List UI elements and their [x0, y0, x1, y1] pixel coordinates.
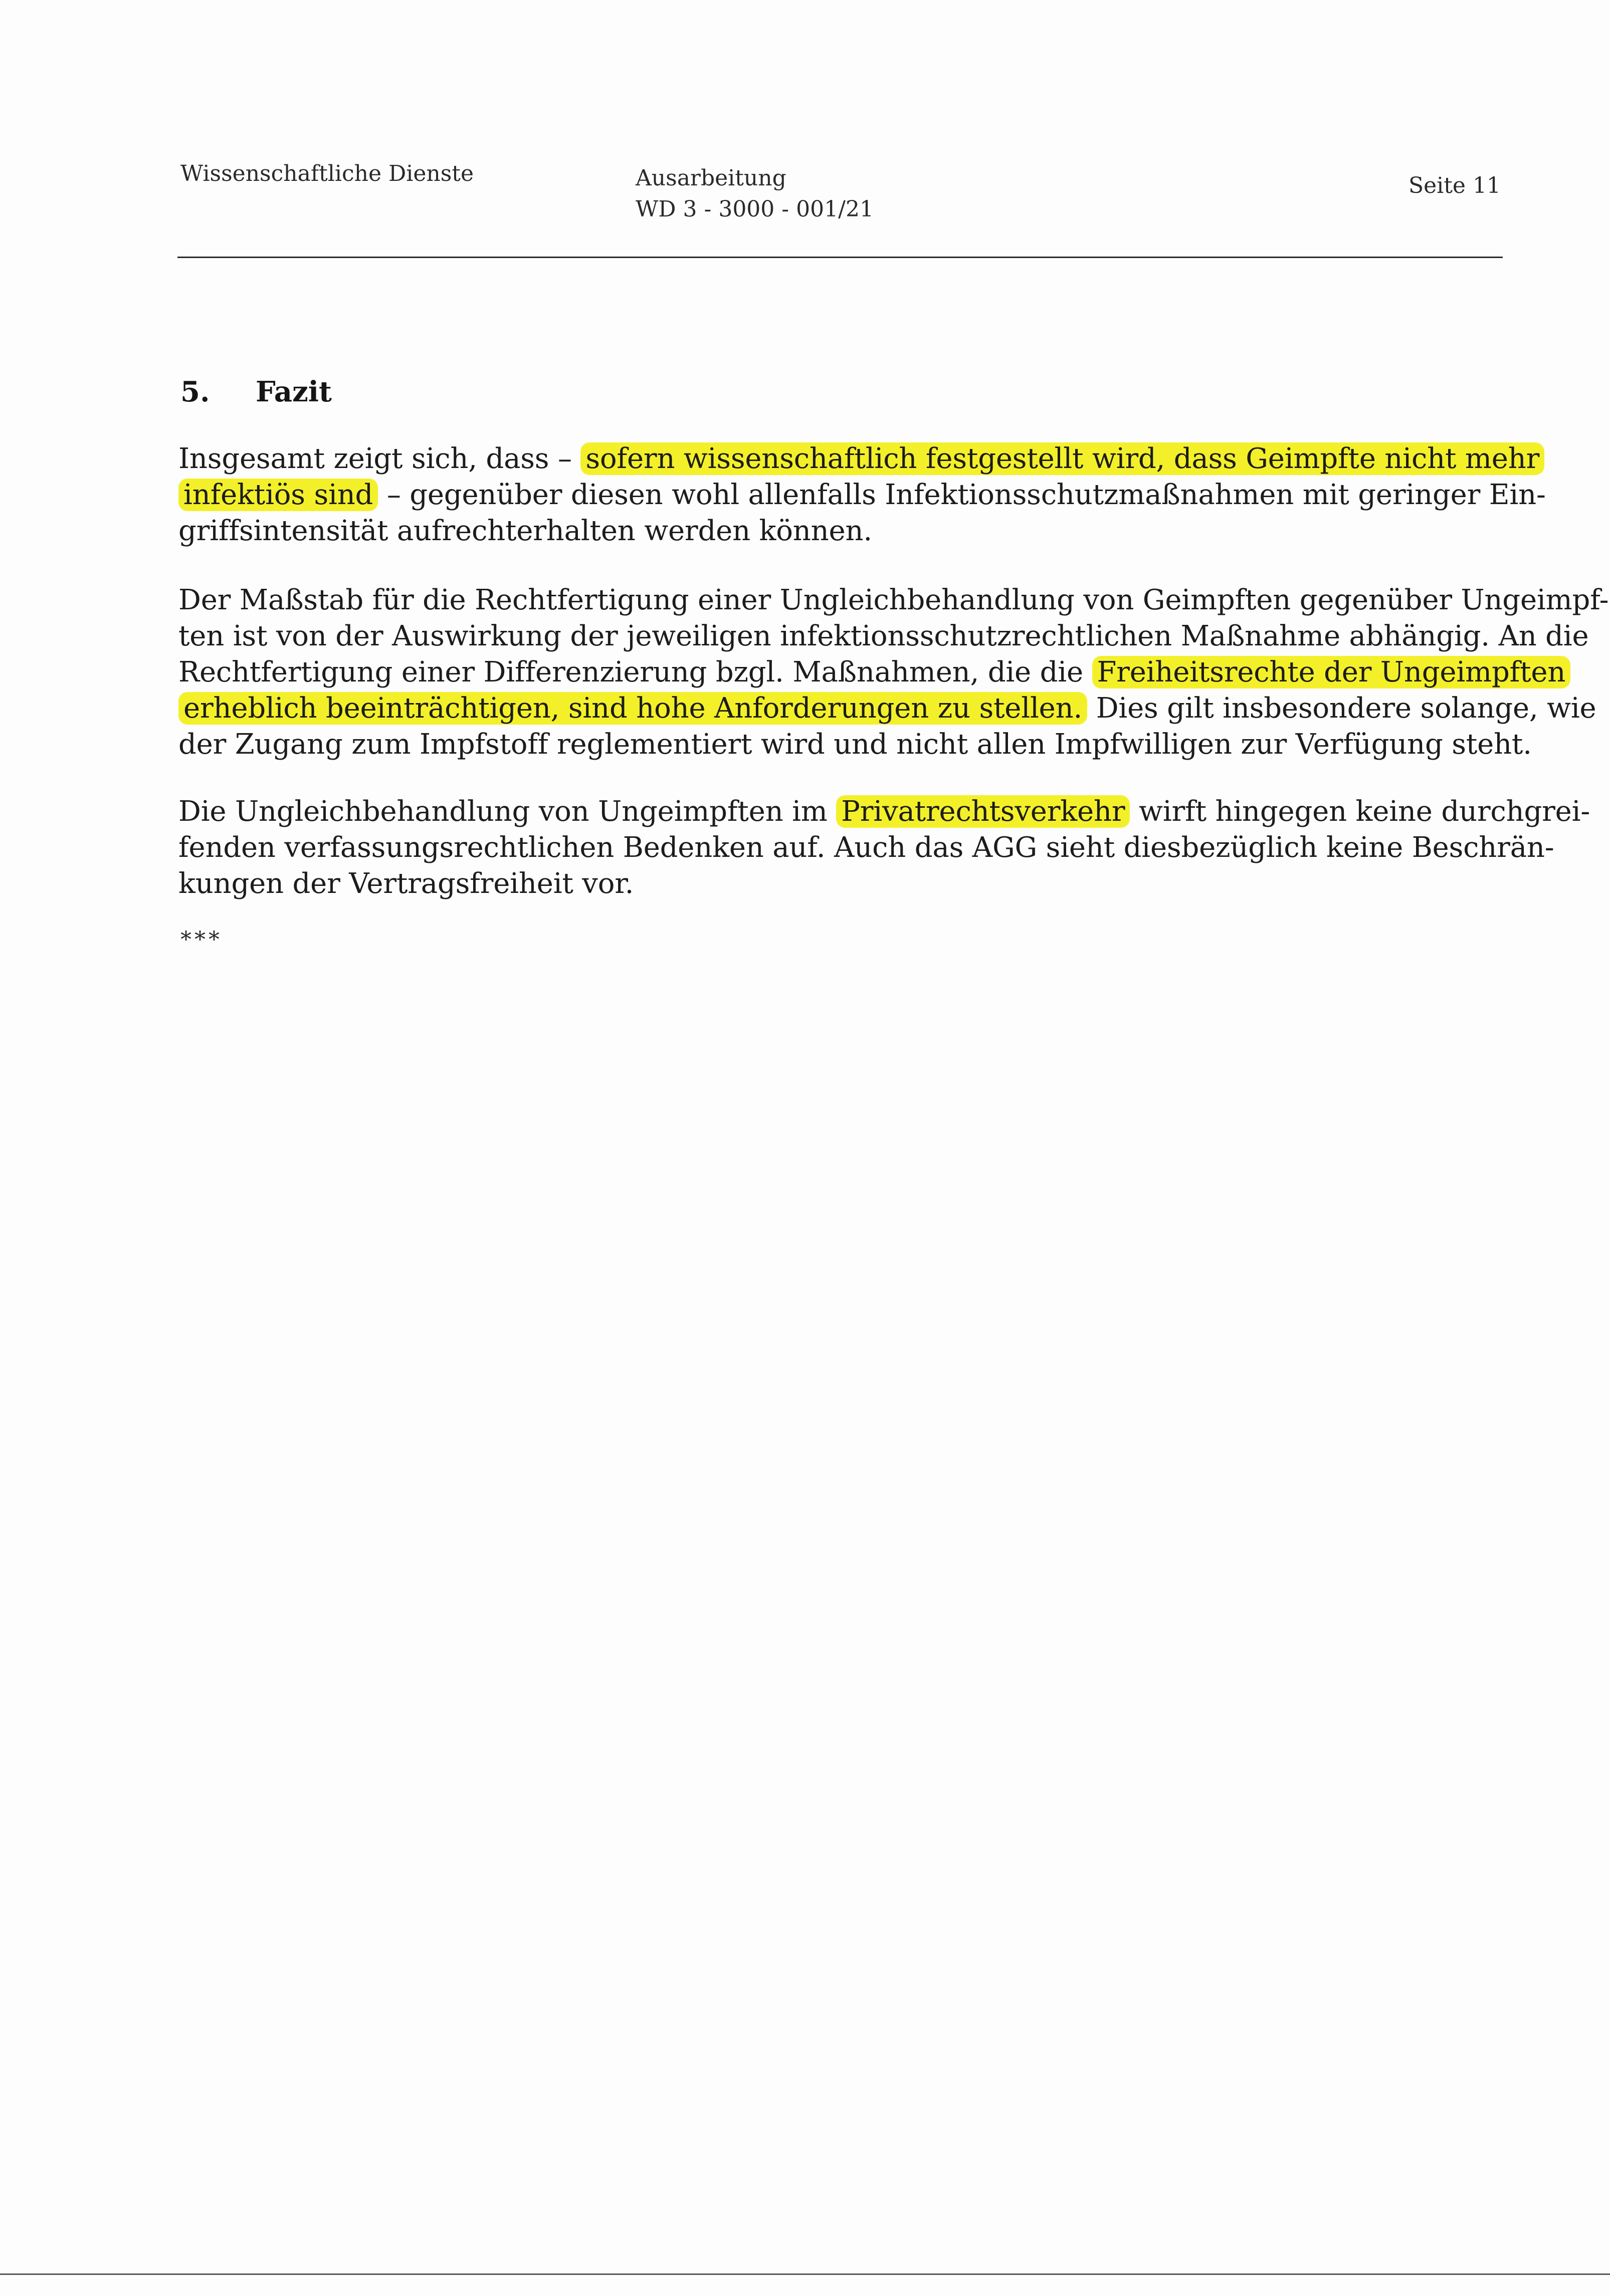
text-segment: fenden verfassungsrechtlichen Bedenken auf. Auch das AGG sieht diesbezüglich keine Beschrän- [178, 831, 1554, 864]
text-segment: wirft hingegen keine durchgrei- [1130, 795, 1590, 828]
text-segment: – gegenüber diesen wohl allenfalls Infektionsschutzmaßnahmen mit geringer Ein- [378, 479, 1546, 511]
highlighted-text: Privatrechtsverkehr [836, 795, 1130, 828]
paragraph-2 [178, 582, 1609, 763]
header-doc-type: Ausarbeitung [636, 165, 786, 191]
section-title: Fazit [256, 375, 332, 408]
paragraph-1 [178, 441, 1546, 549]
header-document-info [636, 163, 874, 225]
text-segment: Die Ungleichbehandlung von Ungeimpften im [178, 795, 837, 828]
highlighted-text: sofern wissenschaftlich festgestellt wird, dass Geimpfte nicht mehr [580, 442, 1544, 475]
text-segment: Der Maßstab für die Rechtfertigung einer Ungleichbehandlung von Geimpften gegenüber Ungeimpf- [178, 584, 1609, 616]
text-segment: ten ist von der Auswirkung der jeweiligen infektionsschutzrechtlichen Maßnahme abhängig. An die [178, 620, 1589, 652]
section-heading [180, 372, 332, 412]
text-segment: Dies gilt insbesondere solange, wie [1087, 692, 1596, 725]
header-institution: Wissenschaftliche Dienste [180, 161, 474, 186]
header-page-number: Seite 11 [1408, 173, 1501, 198]
end-marker: *** [180, 927, 223, 953]
header-divider [177, 257, 1503, 258]
highlighted-text: erheblich beeinträchtigen, sind hohe Anforderungen zu stellen. [178, 692, 1087, 725]
text-segment: kungen der Vertragsfreiheit vor. [178, 867, 634, 900]
text-segment: griffsintensität aufrechterhalten werden können. [178, 515, 872, 547]
section-number: 5. [180, 375, 210, 408]
paragraph-3 [178, 794, 1590, 902]
highlighted-text: infektiös sind [178, 479, 378, 511]
text-segment: Insgesamt zeigt sich, dass – [178, 442, 581, 475]
text-segment: der Zugang zum Impfstoff reglementiert wird und nicht allen Impfwilligen zur Verfügung steht. [178, 728, 1532, 761]
header-doc-number: WD 3 - 3000 - 001/21 [636, 196, 874, 222]
highlighted-text: Freiheitsrechte der Ungeimpften [1092, 656, 1571, 688]
text-segment: Rechtfertigung einer Differenzierung bzgl. Maßnahmen, die die [178, 656, 1092, 688]
scan-bottom-edge [0, 2273, 1610, 2275]
